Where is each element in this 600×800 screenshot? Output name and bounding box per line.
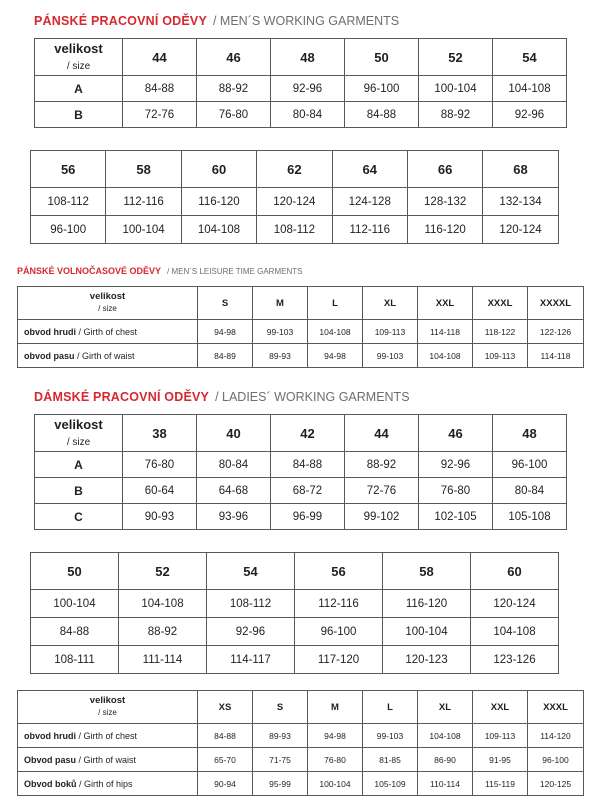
section-heading-mens-working	[0, 14, 600, 28]
row-label: A	[35, 76, 123, 102]
corner-label-en: / size	[98, 304, 117, 313]
size-header-cell: M	[308, 691, 363, 724]
measure-cell: 100-104	[419, 76, 493, 102]
section-heading-ladies-working	[0, 390, 600, 404]
row-label: C	[35, 504, 123, 530]
table-row	[35, 478, 567, 504]
row-label: A	[35, 452, 123, 478]
measure-cell: 110-114	[418, 772, 473, 796]
measure-cell: 132-134	[483, 188, 558, 216]
measure-cell: 112-116	[106, 188, 181, 216]
corner-label-cz: velikost	[54, 416, 103, 432]
section-heading-mens-leisure	[0, 266, 600, 276]
heading-en: / LADIES´ WORKING GARMENTS	[215, 390, 410, 404]
corner-label-en: / size	[98, 708, 117, 717]
size-header-cell: 66	[407, 151, 482, 188]
size-header-cell: XXXL	[473, 287, 528, 320]
top-spacer	[0, 0, 600, 14]
measure-cell: 71-75	[253, 748, 308, 772]
size-header-cell: S	[198, 287, 253, 320]
measure-cell: 99-102	[345, 504, 419, 530]
row-label-cz: obvod hrudi	[24, 326, 76, 337]
row-label-cz: Obvod pasu	[24, 754, 77, 765]
size-header-cell: 48	[271, 39, 345, 76]
spacer	[0, 674, 600, 690]
measure-cell: 96-100	[31, 216, 106, 244]
size-header-cell: XS	[198, 691, 253, 724]
corner-label-cz: velikost	[89, 695, 126, 707]
corner-label-cz: velikost	[89, 291, 126, 303]
table-row	[31, 188, 559, 216]
measure-cell: 80-84	[493, 478, 567, 504]
heading-cz: DÁMSKÉ PRACOVNÍ ODĚVY	[34, 390, 210, 404]
measure-cell: 104-108	[308, 320, 363, 344]
corner-label-en: / size	[66, 436, 91, 448]
measure-cell: 92-96	[419, 452, 493, 478]
measure-cell: 104-108	[471, 618, 559, 646]
table-row	[35, 415, 567, 452]
measure-cell: 80-84	[271, 102, 345, 128]
measure-cell: 104-108	[181, 216, 256, 244]
row-label	[18, 748, 198, 772]
measure-cell: 76-80	[197, 102, 271, 128]
measure-cell: 94-98	[308, 724, 363, 748]
row-label	[18, 772, 198, 796]
measure-cell: 96-99	[271, 504, 345, 530]
row-label-en: / Girth of chest	[78, 326, 138, 337]
measure-cell: 104-108	[418, 724, 473, 748]
table-row	[35, 452, 567, 478]
table-row	[31, 151, 559, 188]
measure-cell: 100-104	[106, 216, 181, 244]
size-header-cell: 64	[332, 151, 407, 188]
size-header-cell: 60	[471, 553, 559, 590]
measure-cell: 68-72	[271, 478, 345, 504]
heading-en: / MEN´S WORKING GARMENTS	[212, 14, 400, 28]
row-label-cz: obvod hrudi	[24, 730, 76, 741]
row-label	[18, 344, 198, 368]
size-header-cell: 42	[271, 415, 345, 452]
corner-cell	[35, 39, 123, 76]
measure-cell: 92-96	[493, 102, 567, 128]
table-ladies-working-sizes-38-48	[34, 414, 567, 530]
measure-cell: 108-112	[207, 590, 295, 618]
measure-cell: 100-104	[383, 618, 471, 646]
measure-cell: 114-118	[418, 320, 473, 344]
measure-cell: 99-103	[253, 320, 308, 344]
table-row	[31, 590, 559, 618]
table-row	[18, 772, 584, 796]
measure-cell: 65-70	[198, 748, 253, 772]
measure-cell: 115-119	[473, 772, 528, 796]
measure-cell: 76-80	[123, 452, 197, 478]
size-header-cell: XXXXL	[528, 287, 584, 320]
measure-cell: 88-92	[419, 102, 493, 128]
measure-cell: 112-116	[332, 216, 407, 244]
measure-cell: 84-88	[198, 724, 253, 748]
corner-label-cz: velikost	[54, 40, 103, 56]
measure-cell: 88-92	[119, 618, 207, 646]
row-label	[18, 320, 198, 344]
row-label-cz: Obvod boků	[24, 778, 77, 789]
measure-cell: 120-123	[383, 646, 471, 674]
measure-cell: 95-99	[253, 772, 308, 796]
table-row	[35, 76, 567, 102]
corner-cell	[18, 287, 198, 320]
size-header-cell: XL	[418, 691, 473, 724]
measure-cell: 90-94	[198, 772, 253, 796]
table-row	[18, 748, 584, 772]
measure-cell: 72-76	[123, 102, 197, 128]
measure-cell: 76-80	[308, 748, 363, 772]
measure-cell: 76-80	[419, 478, 493, 504]
row-label-cz: obvod pasu	[24, 350, 75, 361]
measure-cell: 84-89	[198, 344, 253, 368]
measure-cell: 64-68	[197, 478, 271, 504]
measure-cell: 120-125	[528, 772, 584, 796]
size-header-cell: 50	[345, 39, 419, 76]
measure-cell: 84-88	[31, 618, 119, 646]
table-row	[31, 216, 559, 244]
size-header-cell: M	[253, 287, 308, 320]
measure-cell: 123-126	[471, 646, 559, 674]
size-header-cell: 58	[106, 151, 181, 188]
row-label-en: / Girth of waist	[77, 350, 135, 361]
row-label-en: / Girth of waist	[78, 754, 137, 765]
measure-cell: 91-95	[473, 748, 528, 772]
measure-cell: 104-108	[493, 76, 567, 102]
size-header-cell: L	[363, 691, 418, 724]
table-row	[31, 553, 559, 590]
row-label: B	[35, 478, 123, 504]
table-row	[18, 320, 584, 344]
measure-cell: 99-103	[363, 344, 418, 368]
spacer	[0, 276, 600, 286]
measure-cell: 116-120	[383, 590, 471, 618]
spacer	[0, 404, 600, 414]
measure-cell: 96-100	[493, 452, 567, 478]
measure-cell: 96-100	[295, 618, 383, 646]
spacer	[0, 28, 600, 38]
heading-cz: PÁNSKÉ VOLNOČASOVÉ ODĚVY	[17, 266, 162, 276]
size-header-cell: 50	[31, 553, 119, 590]
table-row	[35, 102, 567, 128]
size-header-cell: 40	[197, 415, 271, 452]
table-row	[35, 504, 567, 530]
measure-cell: 114-118	[528, 344, 584, 368]
size-header-cell: XXL	[473, 691, 528, 724]
measure-cell: 120-124	[471, 590, 559, 618]
table-row	[31, 618, 559, 646]
measure-cell: 60-64	[123, 478, 197, 504]
corner-cell	[35, 415, 123, 452]
measure-cell: 96-100	[528, 748, 584, 772]
size-header-cell: XL	[363, 287, 418, 320]
table-mens-working-sizes-44-54	[34, 38, 567, 128]
measure-cell: 104-108	[418, 344, 473, 368]
measure-cell: 105-108	[493, 504, 567, 530]
measure-cell: 86-90	[418, 748, 473, 772]
measure-cell: 116-120	[181, 188, 256, 216]
size-header-cell: S	[253, 691, 308, 724]
measure-cell: 109-113	[473, 724, 528, 748]
measure-cell: 80-84	[197, 452, 271, 478]
measure-cell: 84-88	[345, 102, 419, 128]
measure-cell: 94-98	[198, 320, 253, 344]
size-header-cell: 54	[207, 553, 295, 590]
measure-cell: 116-120	[407, 216, 482, 244]
size-header-cell: 58	[383, 553, 471, 590]
corner-label-en: / size	[66, 60, 91, 72]
size-header-cell: 46	[197, 39, 271, 76]
size-header-cell: 54	[493, 39, 567, 76]
size-header-cell: 38	[123, 415, 197, 452]
size-header-cell: 62	[257, 151, 332, 188]
size-header-cell: 44	[123, 39, 197, 76]
heading-en: / MEN´S LEISURE TIME GARMENTS	[167, 267, 303, 276]
measure-cell: 90-93	[123, 504, 197, 530]
measure-cell: 104-108	[119, 590, 207, 618]
table-mens-leisure	[17, 286, 584, 368]
measure-cell: 96-100	[345, 76, 419, 102]
size-header-cell: 60	[181, 151, 256, 188]
measure-cell: 89-93	[253, 344, 308, 368]
size-header-cell: 68	[483, 151, 558, 188]
measure-cell: 92-96	[207, 618, 295, 646]
measure-cell: 118-122	[473, 320, 528, 344]
table-row	[18, 344, 584, 368]
spacer	[0, 244, 600, 266]
measure-cell: 120-124	[483, 216, 558, 244]
table-ladies-working-sizes-50-60	[30, 552, 559, 674]
size-header-cell: 44	[345, 415, 419, 452]
measure-cell: 117-120	[295, 646, 383, 674]
measure-cell: 112-116	[295, 590, 383, 618]
table-row	[18, 287, 584, 320]
table-row	[31, 646, 559, 674]
measure-cell: 109-113	[473, 344, 528, 368]
measure-cell: 84-88	[271, 452, 345, 478]
measure-cell: 100-104	[31, 590, 119, 618]
measure-cell: 108-112	[31, 188, 106, 216]
heading-cz: PÁNSKÉ PRACOVNÍ ODĚVY	[34, 14, 207, 28]
corner-cell	[18, 691, 198, 724]
measure-cell: 102-105	[419, 504, 493, 530]
table-row	[35, 39, 567, 76]
measure-cell: 120-124	[257, 188, 332, 216]
measure-cell: 122-126	[528, 320, 584, 344]
table-row	[18, 691, 584, 724]
measure-cell: 99-103	[363, 724, 418, 748]
row-label-en: / Girth of chest	[78, 730, 138, 741]
measure-cell: 100-104	[308, 772, 363, 796]
row-label: B	[35, 102, 123, 128]
measure-cell: 111-114	[119, 646, 207, 674]
size-header-cell: 48	[493, 415, 567, 452]
measure-cell: 94-98	[308, 344, 363, 368]
measure-cell: 92-96	[271, 76, 345, 102]
size-header-cell: 56	[31, 151, 106, 188]
measure-cell: 88-92	[345, 452, 419, 478]
measure-cell: 105-109	[363, 772, 418, 796]
measure-cell: 108-111	[31, 646, 119, 674]
spacer	[0, 530, 600, 552]
measure-cell: 89-93	[253, 724, 308, 748]
spacer	[0, 368, 600, 390]
size-header-cell: 52	[119, 553, 207, 590]
table-row	[18, 724, 584, 748]
measure-cell: 114-120	[528, 724, 584, 748]
size-header-cell: 46	[419, 415, 493, 452]
size-header-cell: 52	[419, 39, 493, 76]
measure-cell: 81-85	[363, 748, 418, 772]
spacer	[0, 128, 600, 150]
measure-cell: 72-76	[345, 478, 419, 504]
size-header-cell: XXL	[418, 287, 473, 320]
size-header-cell: 56	[295, 553, 383, 590]
measure-cell: 93-96	[197, 504, 271, 530]
size-header-cell: L	[308, 287, 363, 320]
table-mens-working-sizes-56-68	[30, 150, 559, 244]
measure-cell: 108-112	[257, 216, 332, 244]
size-header-cell: XXXL	[528, 691, 584, 724]
measure-cell: 84-88	[123, 76, 197, 102]
measure-cell: 114-117	[207, 646, 295, 674]
measure-cell: 109-113	[363, 320, 418, 344]
measure-cell: 128-132	[407, 188, 482, 216]
table-ladies-leisure	[17, 690, 584, 796]
row-label	[18, 724, 198, 748]
row-label-en: / Girth of hips	[79, 778, 133, 789]
measure-cell: 88-92	[197, 76, 271, 102]
measure-cell: 124-128	[332, 188, 407, 216]
